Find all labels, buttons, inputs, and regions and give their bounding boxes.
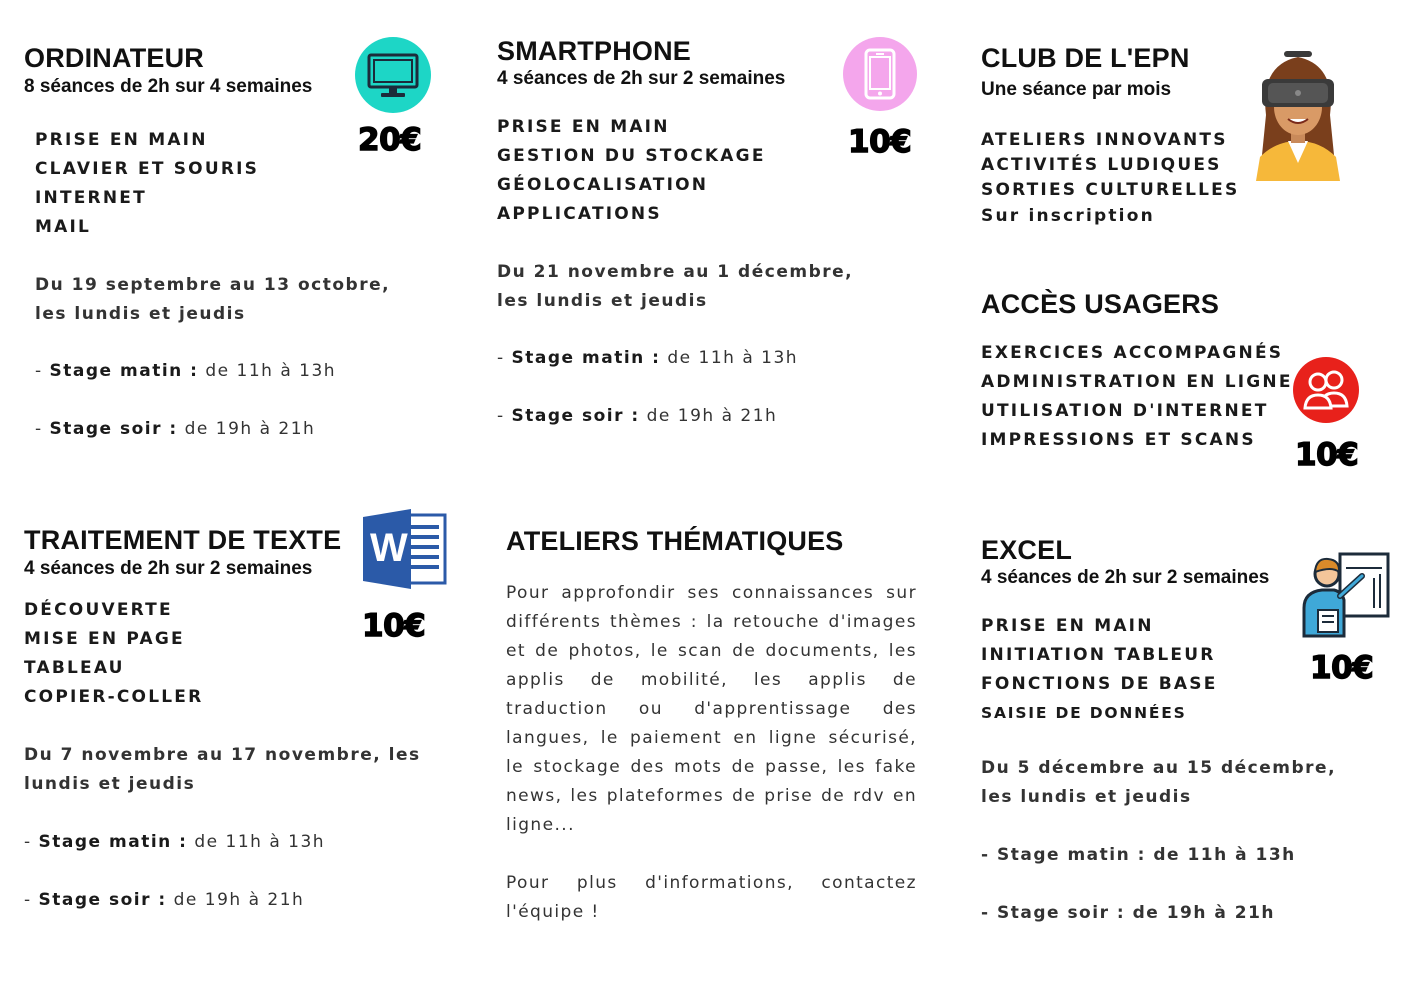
ordinateur-title: ORDINATEUR <box>24 43 204 73</box>
smartphone-stage-matin: - Stage matin : de 11h à 13h <box>497 348 799 368</box>
list-item: SAISIE DE DONNÉES <box>981 704 1187 722</box>
list-item: INTERNET <box>35 188 147 208</box>
ordinateur-stage-matin: - Stage matin : de 11h à 13h <box>35 361 337 381</box>
list-item: SORTIES CULTURELLES <box>981 180 1240 200</box>
ordinateur-price: 20€ <box>358 122 422 158</box>
ordinateur-topics <box>35 126 259 242</box>
smartphone-price: 10€ <box>848 124 912 160</box>
word-icon-letter: W <box>370 526 408 570</box>
word-document-icon <box>361 509 447 589</box>
club-title: CLUB DE L'EPN <box>981 43 1190 73</box>
smartphone-topics <box>497 113 766 229</box>
list-item: IMPRESSIONS ET SCANS <box>981 430 1256 450</box>
smartphone-title: SMARTPHONE <box>497 36 692 66</box>
presenter-icon <box>1300 548 1392 640</box>
list-item: TABLEAU <box>24 658 125 678</box>
vr-headset-person-icon <box>1254 45 1342 181</box>
ordinateur-stage-soir: - Stage soir : de 19h à 21h <box>35 419 316 439</box>
texte-subtitle: 4 séances de 2h sur 2 semaines <box>24 558 313 579</box>
list-item: DÉCOUVERTE <box>24 600 173 620</box>
smartphone-subtitle: 4 séances de 2h sur 2 semaines <box>497 68 786 89</box>
texte-stage-matin: - Stage matin : de 11h à 13h <box>24 832 326 852</box>
texte-stage-soir: - Stage soir : de 19h à 21h <box>24 890 305 910</box>
list-item: ACTIVITÉS LUDIQUES <box>981 155 1222 175</box>
club-subtitle: Une séance par mois <box>981 79 1172 100</box>
list-item: UTILISATION D'INTERNET <box>981 401 1269 421</box>
ateliers-description: Pour approfondir ses connaissances sur différents thèmes : la retouche d'images et de photos, le scan de documents, les applis de mobilité, les applis de traduction ou d'apprentissage des langues, le paiement en ligne sécurisé, le stockage des mots de passe, les fake news, les plateformes de prise de rdv en ligne... <box>506 583 917 835</box>
excel-stage-matin: - Stage matin : de 11h à 13h <box>981 845 1296 865</box>
computer-monitor-icon <box>354 36 432 114</box>
club-topics <box>981 128 1239 230</box>
smartphone-dates: Du 21 novembre au 1 décembre, les lundis et jeudis <box>497 262 854 311</box>
users-icon <box>1292 356 1360 424</box>
smartphone-stage-soir: - Stage soir : de 19h à 21h <box>497 406 778 426</box>
list-item: EXERCICES ACCOMPAGNÉS <box>981 343 1284 363</box>
ordinateur-dates: Du 19 septembre au 13 octobre, les lundis et jeudis <box>35 275 391 324</box>
list-item: PRISE EN MAIN <box>981 616 1154 636</box>
excel-subtitle: 4 séances de 2h sur 2 semaines <box>981 567 1270 588</box>
list-item: MAIL <box>35 217 92 237</box>
texte-topics <box>24 596 203 712</box>
ordinateur-subtitle: 8 séances de 2h sur 4 semaines <box>24 76 313 97</box>
smartphone-icon <box>842 36 918 112</box>
list-item: PRISE EN MAIN <box>497 117 670 137</box>
list-item: Sur inscription <box>981 206 1155 226</box>
texte-price: 10€ <box>362 608 426 644</box>
texte-title: TRAITEMENT DE TEXTE <box>24 525 342 555</box>
list-item: ADMINISTRATION EN LIGNE <box>981 372 1293 392</box>
list-item: GÉOLOCALISATION <box>497 175 709 195</box>
texte-dates: Du 7 novembre au 17 novembre, les lundis et jeudis <box>24 745 421 794</box>
ateliers-title: ATELIERS THÉMATIQUES <box>506 526 844 556</box>
excel-dates: Du 5 décembre au 15 décembre, les lundis et jeudis <box>981 758 1337 807</box>
list-item: ATELIERS INNOVANTS <box>981 130 1228 150</box>
list-item: FONCTIONS DE BASE <box>981 674 1218 694</box>
excel-stage-soir: - Stage soir : de 19h à 21h <box>981 903 1276 923</box>
list-item: APPLICATIONS <box>497 204 662 224</box>
list-item: CLAVIER ET SOURIS <box>35 159 260 179</box>
ateliers-contact: Pour plus d'informations, contactez l'équipe ! <box>506 873 917 922</box>
excel-title: EXCEL <box>981 535 1073 565</box>
excel-price: 10€ <box>1310 650 1374 686</box>
list-item: COPIER-COLLER <box>24 687 204 707</box>
acces-topics <box>981 339 1293 455</box>
excel-topics <box>981 612 1218 728</box>
acces-price: 10€ <box>1295 437 1359 473</box>
list-item: INITIATION TABLEUR <box>981 645 1216 665</box>
acces-title: ACCÈS USAGERS <box>981 289 1220 319</box>
list-item: PRISE EN MAIN <box>35 130 208 150</box>
list-item: GESTION DU STOCKAGE <box>497 146 766 166</box>
list-item: MISE EN PAGE <box>24 629 185 649</box>
